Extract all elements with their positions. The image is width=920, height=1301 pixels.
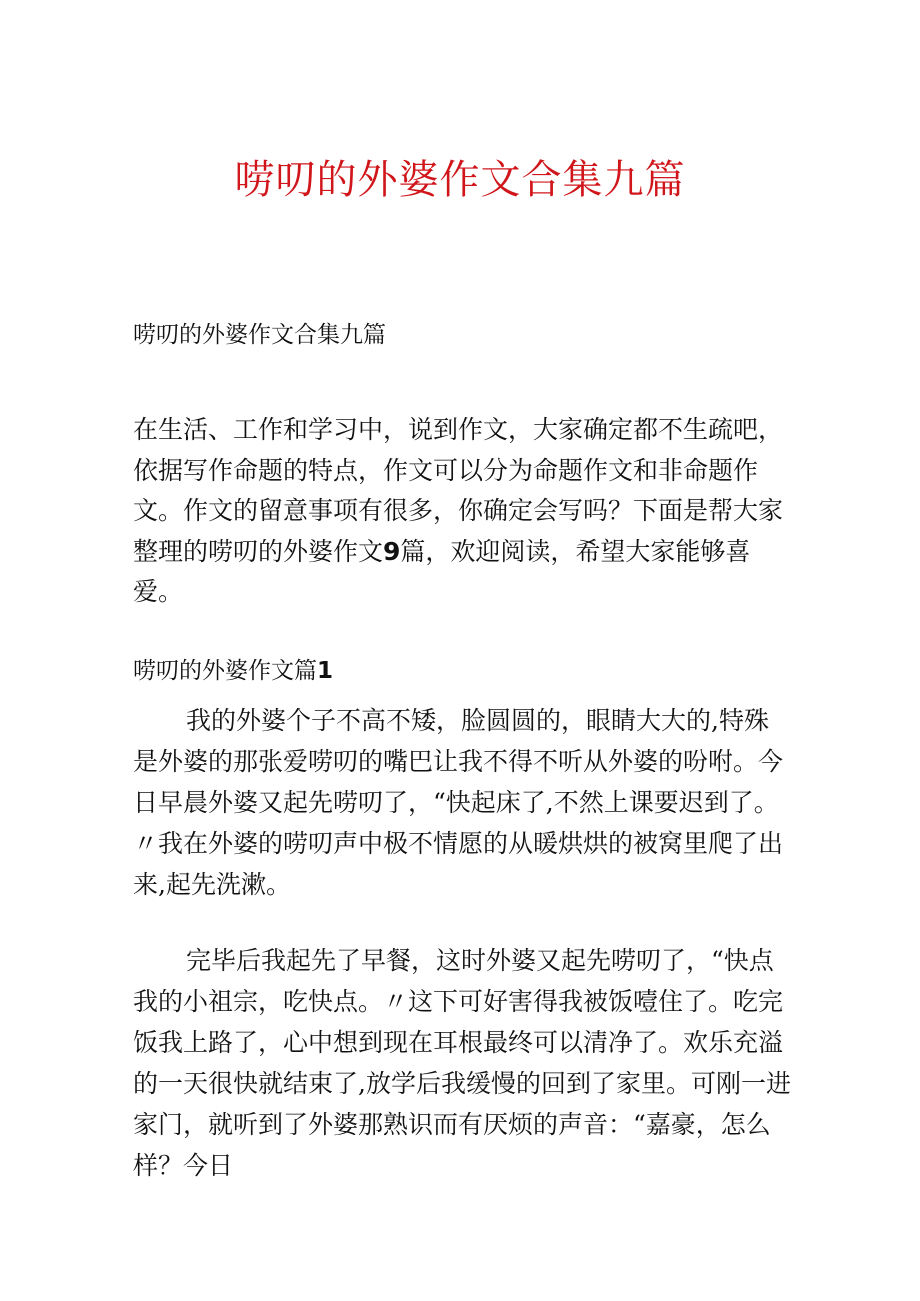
intro-count: 9 [383, 536, 401, 566]
section-heading-text: 唠叨的外婆作文篇 [133, 658, 317, 684]
document-subtitle: 唠叨的外婆作文合集九篇 [133, 322, 386, 348]
section-heading [133, 654, 333, 688]
body-paragraph: 我的外婆个子不高不矮，脸圆圆的，眼睛大大的,特殊是外婆的那张爱唠叨的嘴巴让我不得不听从外婆的吩咐。今日早晨外婆又起先唠叨了，“快起床了,不然上课要迟到了。〃我在外婆的唠叨声中极不情愿的从暖烘烘的被窝里爬了出来,起先洗漱。 [133, 706, 784, 899]
intro-text: 在生活、工作和学习中，说到作文，大家确定都不生疏吧，依据写作命题的特点，作文可以分为命题作文和非命题作文。作文的留意事项有很多，你确定会写吗？下面是帮大家整理的唠叨的外婆作文 [133, 415, 784, 566]
intro-paragraph [133, 410, 793, 613]
document-title: 唠叨的外婆作文合集九篇 [234, 157, 686, 203]
body-paragraph: 完毕后我起先了早餐，这时外婆又起先唠叨了，“快点我的小祖宗，吃快点。〃这下可好害得我被饭噎住了。吃完饭我上路了，心中想到现在耳根最终可以清净了。欢乐充溢的一天很快就结束了,放学后我缓慢的回到了家里。可刚一进家门，就听到了外婆那熟识而有厌烦的声音：“嘉豪，怎么样？今日 [133, 946, 791, 1180]
section-heading-number: 1 [317, 658, 334, 684]
intro-text-end: 篇，欢迎阅读，希望大家能够喜爱。 [133, 536, 751, 606]
